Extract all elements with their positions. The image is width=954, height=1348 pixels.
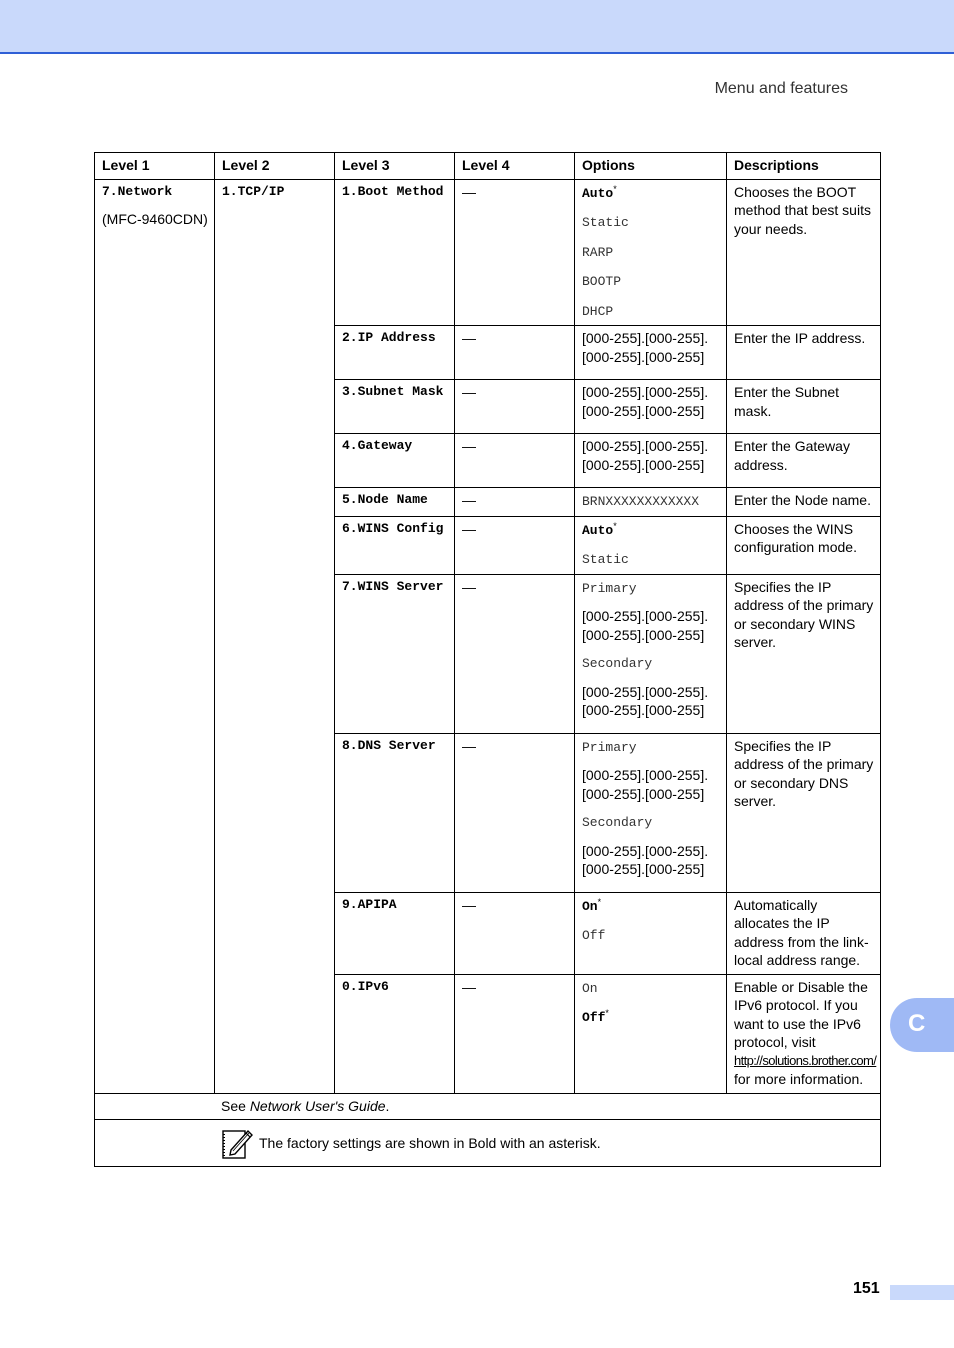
see-prefix: See (221, 1097, 250, 1114)
description-text: Enter the IP address. (734, 330, 866, 346)
chapter-tab-letter: C (908, 1010, 926, 1037)
column-header: Descriptions (727, 153, 881, 180)
description-text-after: for more information. (734, 1071, 864, 1087)
option-item (582, 301, 720, 322)
level3-cell: 4.Gateway (335, 434, 455, 488)
level4-cell: — (455, 326, 575, 380)
option-item (582, 978, 720, 999)
default-asterisk: * (613, 183, 617, 194)
level4-cell: — (455, 488, 575, 517)
options-cell (575, 974, 727, 1093)
option-item (582, 183, 720, 204)
level3-cell: 0.IPv6 (335, 974, 455, 1093)
level3-cell: 9.APIPA (335, 892, 455, 974)
column-header: Level 4 (455, 153, 575, 180)
level4-cell: — (455, 733, 575, 892)
option-item (582, 607, 720, 644)
level4-cell: — (455, 516, 575, 574)
description-text: Chooses the BOOT method that best suits your needs. (734, 183, 871, 237)
default-asterisk: * (605, 1008, 609, 1018)
option-text: Primary (582, 580, 637, 596)
option-item (582, 925, 720, 946)
column-header: Level 1 (95, 153, 215, 180)
level2-name: 1.TCP/IP (222, 183, 285, 199)
level4-cell: — (455, 380, 575, 434)
column-header: Level 3 (335, 153, 455, 180)
see-guide-title: Network User's Guide (249, 1097, 386, 1114)
option-text: BRNXXXXXXXXXXXX (582, 494, 700, 509)
level4-cell: — (455, 574, 575, 733)
description-cell (727, 892, 881, 974)
option-item (582, 242, 720, 263)
option-item (582, 437, 720, 474)
option-text: [000-255].[000-255].[000-255].[000-255] (582, 842, 709, 877)
description-cell (727, 326, 881, 380)
description-cell (727, 434, 881, 488)
table-header-row (95, 153, 881, 180)
level3-cell: 1.Boot Method (335, 179, 455, 326)
level4-cell: — (455, 974, 575, 1093)
see-suffix: . (385, 1097, 390, 1114)
option-item (582, 491, 720, 512)
footer-band (890, 1285, 954, 1300)
note-text: The factory settings are shown in Bold with an asterisk. (259, 1134, 601, 1151)
option-item (582, 578, 720, 599)
default-asterisk: * (597, 896, 602, 907)
description-text: Specifies the IP address of the primary or secondary DNS server. (734, 737, 874, 809)
option-text: [000-255].[000-255].[000-255].[000-255] (582, 767, 709, 802)
option-item (582, 271, 720, 292)
description-text: Enter the Gateway address. (734, 438, 850, 473)
options-cell (575, 516, 727, 574)
option-text: [000-255].[000-255].[000-255].[000-255] (582, 608, 709, 643)
option-item (582, 212, 720, 233)
options-cell (575, 380, 727, 434)
level3-cell: 3.Subnet Mask (335, 380, 455, 434)
option-item (582, 549, 720, 570)
description-cell (727, 733, 881, 892)
option-text: [000-255].[000-255].[000-255].[000-255] (582, 683, 709, 718)
option-item (582, 896, 720, 917)
options-cell (575, 179, 727, 326)
page-number: 151 (853, 1280, 880, 1297)
options-cell (575, 892, 727, 974)
option-text: Static (582, 215, 629, 230)
level3-cell: 7.WINS Server (335, 574, 455, 733)
option-text: Auto (582, 185, 614, 201)
level3-cell: 6.WINS Config (335, 516, 455, 574)
note-pencil-icon (221, 1126, 255, 1160)
option-item (582, 653, 720, 674)
options-cell (575, 434, 727, 488)
option-text: Auto (582, 522, 614, 538)
column-header: Options (575, 153, 727, 180)
level4-cell: — (455, 179, 575, 326)
column-header: Level 2 (215, 153, 335, 180)
level1-cell (95, 179, 215, 1093)
description-text: Enter the Subnet mask. (734, 384, 840, 419)
description-text: Specifies the IP address of the primary or secondary WINS server. (734, 578, 874, 650)
option-text: On (582, 898, 598, 914)
level4-cell: — (455, 892, 575, 974)
option-text: RARP (582, 244, 614, 260)
level1-model: (MFC-9460CDN) (102, 211, 208, 227)
options-cell (575, 488, 727, 517)
option-text: Off (582, 1010, 606, 1025)
options-cell (575, 574, 727, 733)
level3-cell: 8.DNS Server (335, 733, 455, 892)
see-guide-cell (95, 1093, 881, 1120)
option-item (582, 383, 720, 420)
level3-cell: 2.IP Address (335, 326, 455, 380)
option-text: BOOTP (582, 274, 622, 289)
option-text: Primary (582, 739, 637, 755)
level1-name: 7.Network (102, 183, 173, 199)
solutions-link[interactable]: http://solutions.brother.com/ (734, 1052, 877, 1068)
description-cell (727, 974, 881, 1093)
option-item (582, 812, 720, 833)
note-row (95, 1120, 881, 1167)
option-item (582, 1007, 720, 1028)
option-text: Off (582, 928, 606, 943)
default-asterisk: * (613, 520, 617, 531)
description-cell (727, 179, 881, 326)
description-text: Enter the Node name. (734, 492, 871, 508)
option-text: [000-255].[000-255].[000-255].[000-255] (582, 438, 709, 473)
table-row (95, 179, 881, 326)
description-text: Chooses the WINS configuration mode. (734, 520, 857, 555)
description-text: Automatically allocates the IP address from the link-local address range. (734, 896, 869, 968)
menu-table (94, 152, 881, 1167)
option-item (582, 737, 720, 758)
option-text: Static (582, 552, 629, 567)
option-item (582, 766, 720, 803)
level4-cell: — (455, 434, 575, 488)
option-item (582, 329, 720, 366)
page-header-title: Menu and features (714, 80, 848, 97)
description-cell (727, 380, 881, 434)
option-text: On (582, 980, 598, 996)
note-cell (95, 1120, 881, 1167)
option-text: DHCP (582, 303, 614, 319)
level3-cell: 5.Node Name (335, 488, 455, 517)
see-guide-row (95, 1093, 881, 1120)
description-cell (727, 574, 881, 733)
option-item (582, 520, 720, 541)
option-text: [000-255].[000-255].[000-255].[000-255] (582, 384, 709, 419)
options-cell (575, 733, 727, 892)
option-item (582, 842, 720, 879)
option-text: [000-255].[000-255].[000-255].[000-255] (582, 330, 709, 365)
level2-cell (215, 179, 335, 1093)
description-text: Enable or Disable the IPv6 protocol. If you want to use the IPv6 protocol, visit (734, 978, 868, 1050)
option-item (582, 683, 720, 720)
description-cell (727, 516, 881, 574)
option-text: Secondary (582, 815, 653, 830)
description-cell (727, 488, 881, 517)
option-text: Secondary (582, 656, 653, 671)
options-cell (575, 326, 727, 380)
chapter-tab (890, 998, 954, 1052)
header-band (0, 0, 954, 54)
